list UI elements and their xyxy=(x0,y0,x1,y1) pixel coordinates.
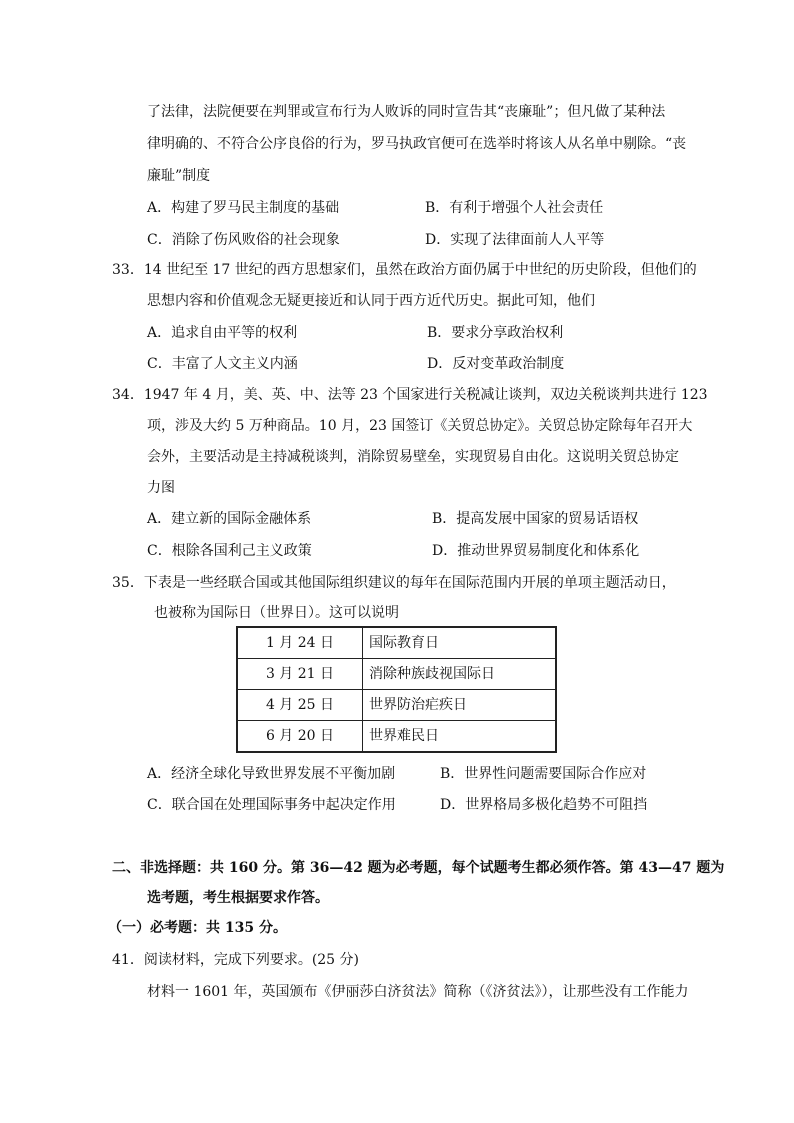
table-row xyxy=(237,721,556,753)
option-a: A．经济全球化导致世界发展不平衡加剧 xyxy=(147,766,396,782)
table-cell-date: 1 月 24 日 xyxy=(237,627,363,659)
table-cell-date: 6 月 20 日 xyxy=(237,721,363,753)
text-line: 项，涉及大约 5 万种商品。10 月，23 国签订《关贸总协定》。关贸总协定除每年召开大 xyxy=(147,418,693,434)
material-text: 材料一 1601 年，英国颁布《伊丽莎白济贫法》简称（《济贫法》），让那些没有工作能力 xyxy=(147,984,689,1000)
table-cell-name: 世界防治疟疾日 xyxy=(363,690,557,721)
option-a: A．构建了罗马民主制度的基础 xyxy=(147,200,340,216)
text-line: 律明确的、不符合公序良俗的行为，罗马执政官便可在选举时将该人从名单中剔除。“丧 xyxy=(147,136,687,152)
question-34-stem: 34．1947 年 4 月，美、英、中、法等 23 个国家进行关税减让谈判，双边关税谈判共进行 123 xyxy=(112,387,708,403)
question-41-stem: 41．阅读材料，完成下列要求。(25 分) xyxy=(112,952,360,968)
table-row xyxy=(237,690,556,721)
table-cell-name: 消除种族歧视国际日 xyxy=(363,659,557,690)
table-row xyxy=(237,627,556,659)
text-line: 廉耻”制度 xyxy=(147,168,211,184)
table-cell-name: 世界难民日 xyxy=(363,721,557,753)
question-33-stem: 33．14 世纪至 17 世纪的西方思想家们，虽然在政治方面仍属于中世纪的历史阶段，但他们的 xyxy=(112,262,697,278)
option-b: B．要求分享政治权利 xyxy=(427,325,564,341)
option-b: B．提高发展中国家的贸易话语权 xyxy=(432,511,639,527)
table-cell-name: 国际教育日 xyxy=(363,627,557,659)
text-line: 思想内容和价值观念无疑更接近和认同于西方近代历史。据此可知，他们 xyxy=(147,293,595,309)
international-days-table xyxy=(236,626,557,753)
option-c: C．联合国在处理国际事务中起决定作用 xyxy=(147,797,396,813)
option-d: D．推动世界贸易制度化和体系化 xyxy=(432,543,640,559)
option-b: B．世界性问题需要国际合作应对 xyxy=(440,766,647,782)
table-cell-date: 4 月 25 日 xyxy=(237,690,363,721)
option-b: B．有利于增强个人社会责任 xyxy=(425,200,604,216)
option-d: D．世界格局多极化趋势不可阻挡 xyxy=(440,797,648,813)
option-d: D．实现了法律面前人人平等 xyxy=(425,232,605,248)
text-line: 也被称为国际日（世界日）。这可以说明 xyxy=(154,605,399,621)
question-35-stem: 35．下表是一些经联合国或其他国际组织建议的每年在国际范围内开展的单项主题活动日， xyxy=(112,575,676,591)
subsection-heading: （一）必考题：共 135 分。 xyxy=(108,920,287,936)
section-heading: 二、非选择题：共 160 分。第 36—42 题为必考题，每个试题考生都必须作答。第 43—47 题为 xyxy=(112,860,725,876)
text-line: 选考题，考生根据要求作答。 xyxy=(147,890,329,906)
option-c: C．丰富了人文主义内涵 xyxy=(147,356,298,372)
text-line: 会外，主要活动是主持减税谈判，消除贸易壁垒，实现贸易自由化。这说明关贸总协定 xyxy=(147,449,679,465)
text-line: 力图 xyxy=(147,480,175,496)
option-a: A．建立新的国际金融体系 xyxy=(147,511,312,527)
option-d: D．反对变革政治制度 xyxy=(427,356,565,372)
table-row xyxy=(237,659,556,690)
option-a: A．追求自由平等的权利 xyxy=(147,325,298,341)
option-c: C．消除了伤风败俗的社会现象 xyxy=(147,232,340,248)
text-line: 了法律，法院便要在判罪或宣布行为人败诉的同时宣告其“丧廉耻”；但凡做了某种法 xyxy=(147,104,666,120)
option-c: C．根除各国利己主义政策 xyxy=(147,543,312,559)
table-cell-date: 3 月 21 日 xyxy=(237,659,363,690)
